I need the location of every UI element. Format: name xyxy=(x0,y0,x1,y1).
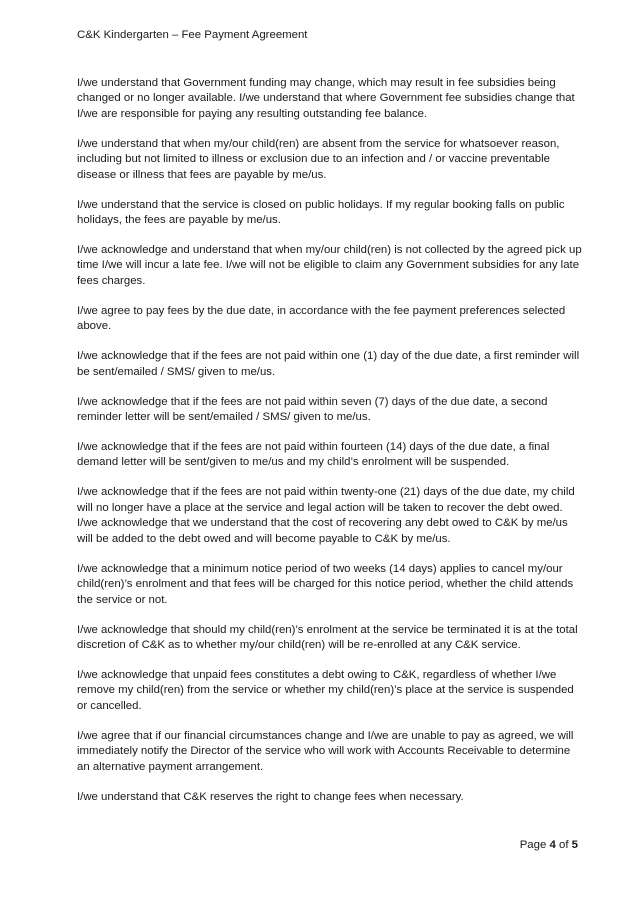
paragraph-public-holidays: I/we understand that the service is closed on public holidays. If my regular booking falls on public holidays, the fees are payable by me/us. xyxy=(77,198,565,227)
paragraph-absence-fees: I/we understand that when my/our child(ren) are absent from the service for whatsoever reason, including but not limited to illness or exclusion due to an infection and / or vaccine preventable disease or illness that fees are payable by me/us. xyxy=(77,137,560,181)
paragraph-fee-change-right: I/we understand that C&K reserves the right to change fees when necessary. xyxy=(77,790,464,803)
agreement-body xyxy=(77,76,582,820)
paragraph-due-date: I/we agree to pay fees by the due date, in accordance with the fee payment preferences selected above. xyxy=(77,304,566,333)
of-word: of xyxy=(558,839,569,851)
paragraph-second-reminder: I/we acknowledge that if the fees are not paid within seven (7) days of the due date, a second reminder letter will be sent/emailed / SMS/ given to me/us. xyxy=(77,395,548,424)
current-page-number: 4 xyxy=(549,839,556,851)
paragraph-financial-change: I/we agree that if our financial circumstances change and I/we are unable to pay as agreed, we will immediately notify the Director of the service who will work with Accounts Receivable to determine an alternative payment arrangement. xyxy=(77,729,574,773)
paragraph-late-fee: I/we acknowledge and understand that when my/our child(ren) is not collected by the agreed pick up time I/we will incur a late fee. I/we will not be eligible to claim any Government subsidies for any late fees charges. xyxy=(77,244,582,287)
paragraph-legal-action: I/we acknowledge that if the fees are not paid within twenty-one (21) days of the due date, my child will no longer have a place at the service and legal action will be taken to recover the debt owed. I/we acknowledge that we understand that the cost of recovering any debt owed to C&K by me/us will be added to the debt owed and will become payable to C&K by me/us. xyxy=(77,486,575,545)
page-header: C&K Kindergarten – Fee Payment Agreement xyxy=(77,29,308,41)
paragraph-re-enrolment: I/we acknowledge that should my child(ren)’s enrolment at the service be terminated it is at the total discretion of C&K as to whether my/our child(ren) will be re-enrolled at any C&K service. xyxy=(77,623,578,651)
paragraph-funding-change: I/we understand that Government funding may change, which may result in fee subsidies being changed or no longer available. I/we understand that where Government fee subsidies change that I/we are responsible for paying any resulting outstanding fee balance. xyxy=(77,77,575,120)
paragraph-unpaid-debt: I/we acknowledge that unpaid fees constitutes a debt owing to C&K, regardless of whether I/we remove my child(ren) from the service or whether my child(ren)’s place at the service is suspended or cancelled. xyxy=(77,668,574,712)
paragraph-notice-period: I/we acknowledge that a minimum notice period of two weeks (14 days) applies to cancel my/our child(ren)’s enrolment and that fees will be charged for this notice period, whether the child attends the service or not. xyxy=(77,562,574,606)
page-number xyxy=(520,838,578,852)
total-page-number: 5 xyxy=(571,839,578,851)
page-word: Page xyxy=(519,839,547,851)
paragraph-final-demand: I/we acknowledge that if the fees are not paid within fourteen (14) days of the due date, a final demand letter will be sent/given to me/us and my child’s enrolment will be suspended. xyxy=(77,441,550,469)
paragraph-first-reminder: I/we acknowledge that if the fees are not paid within one (1) day of the due date, a first reminder will be sent/emailed / SMS/ given to me/us. xyxy=(77,350,580,378)
